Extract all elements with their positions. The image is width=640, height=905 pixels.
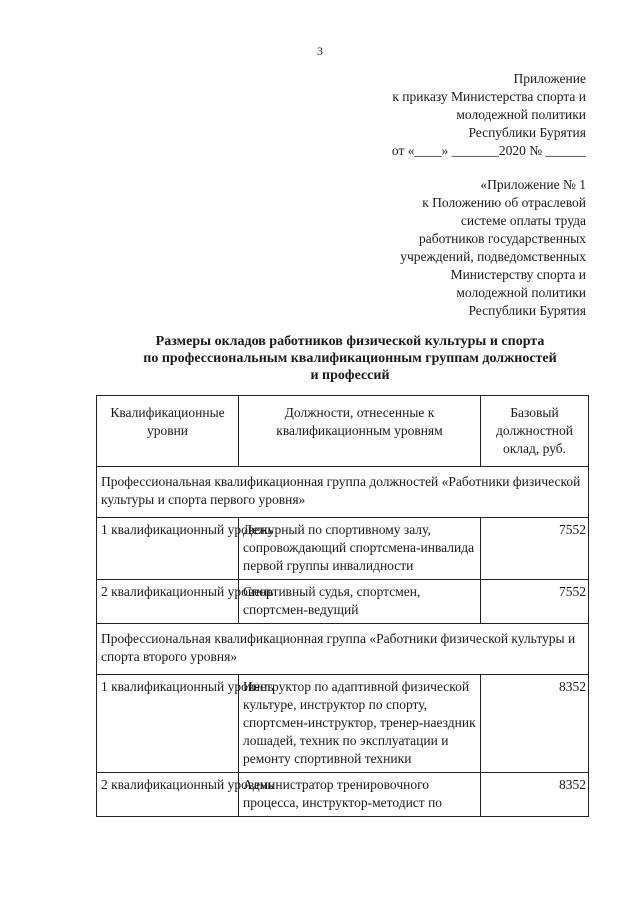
appendix-reference-line: «Приложение № 1 bbox=[480, 177, 586, 192]
appendix-reference-line: системе оплаты труда bbox=[460, 213, 586, 228]
appendix-reference-line: Министерству спорта и bbox=[450, 267, 586, 282]
appendix-header-line: молодежной политики bbox=[456, 107, 586, 122]
positions-cell: Администратор тренировочного процесса, инструктор-методист по bbox=[239, 773, 481, 817]
level-cell: 1 квалификационный уровень bbox=[97, 675, 239, 773]
table-row bbox=[97, 518, 589, 580]
appendix-header-line: Республики Бурятия bbox=[468, 125, 586, 140]
positions-cell: Дежурный по спортивному залу, сопровождающий спортсмена-инвалида первой группы инвалидности bbox=[239, 518, 481, 580]
appendix-reference-line: Республики Бурятия bbox=[468, 303, 586, 318]
appendix-reference-line: учреждений, подведомственных bbox=[400, 249, 586, 264]
level-cell: 2 квалификационный уровень bbox=[97, 773, 239, 817]
appendix-header-line: от «____» _______2020 № ______ bbox=[391, 143, 586, 158]
level-cell: 1 квалификационный уровень bbox=[97, 518, 239, 580]
salary-cell: 8352 bbox=[481, 773, 589, 817]
salary-cell: 7552 bbox=[481, 518, 589, 580]
appendix-reference-line: к Положению об отраслевой bbox=[422, 195, 586, 210]
salary-cell: 7552 bbox=[481, 580, 589, 624]
header-positions: Должности, отнесенные к квалификационным уровням bbox=[239, 396, 481, 467]
group-title: Профессиональная квалификационная группа «Работники физической культуры и спорта второго уровня» bbox=[97, 624, 589, 675]
title-line: и профессий bbox=[310, 368, 390, 383]
positions-cell: Инструктор по адаптивной физической культуре, инструктор по спорту, спортсмен-инструктор, тренер-наездник лошадей, техник по эксплуатации и ремонту спортивной техники bbox=[239, 675, 481, 773]
header-salary: Базовый должностной оклад, руб. bbox=[481, 396, 589, 467]
document-title bbox=[90, 333, 610, 384]
table-row bbox=[97, 580, 589, 624]
title-line: по профессиональным квалификационным группам должностей bbox=[143, 351, 557, 366]
level-cell: 2 квалификационный уровень bbox=[97, 580, 239, 624]
page-number: 3 bbox=[317, 44, 323, 58]
appendix-reference-line: работников государственных bbox=[419, 231, 586, 246]
table-row bbox=[97, 773, 589, 817]
salary-table bbox=[96, 395, 589, 817]
table-row bbox=[97, 675, 589, 773]
appendix-reference-line: молодежной политики bbox=[456, 285, 586, 300]
appendix-reference bbox=[400, 176, 586, 320]
group-title: Профессиональная квалификационная группа должностей «Работники физической культуры и спорта первого уровня» bbox=[97, 467, 589, 518]
table-header-row bbox=[97, 396, 589, 467]
appendix-header-line: Приложение bbox=[513, 71, 586, 86]
title-line: Размеры окладов работников физической культуры и спорта bbox=[155, 334, 545, 349]
header-levels: Квалификационные уровни bbox=[97, 396, 239, 467]
appendix-header-line: к приказу Министерства спорта и bbox=[392, 89, 586, 104]
group-row bbox=[97, 467, 589, 518]
appendix-header bbox=[392, 70, 586, 160]
positions-cell: Спортивный судья, спортсмен, спортсмен-ведущий bbox=[239, 580, 481, 624]
group-row bbox=[97, 624, 589, 675]
salary-cell: 8352 bbox=[481, 675, 589, 773]
